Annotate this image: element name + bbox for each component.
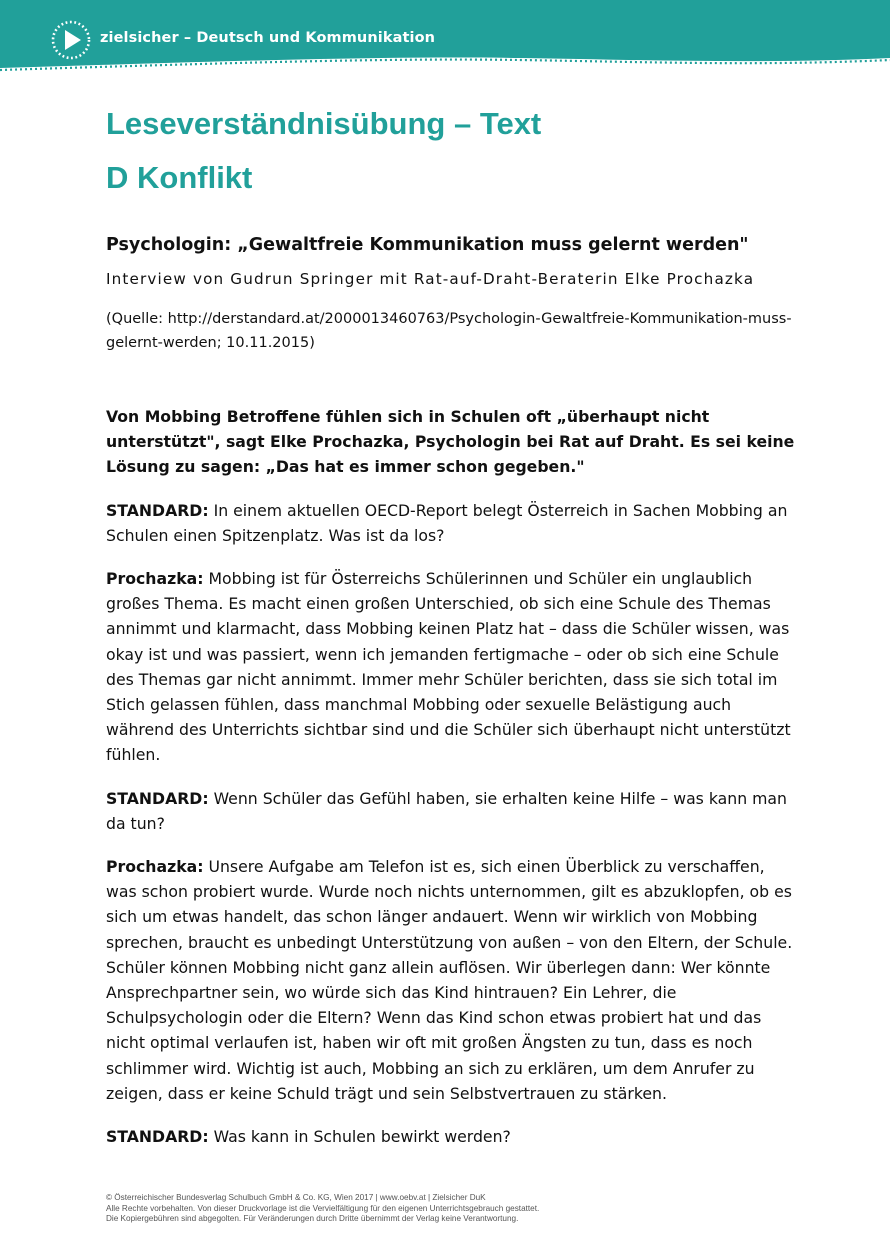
brand-text: zielsicher – Deutsch und Kommunikation xyxy=(100,30,436,46)
page-subtitle: D Konflikt xyxy=(106,160,253,195)
paragraph-text: Unsere Aufgabe am Telefon ist es, sich einen Überblick zu verschaffen, was schon probiert wurde. Wurde noch nichts unternommen, gilt es abzuklopfen, ob es sich um etwas handelt, das schon länger andauert. Wenn wir wirklich von Mobbing sprechen, braucht es unbedingt Unterstützung von außen – von den Eltern, der Schule. Schüler können Mobbing nicht ganz allein auflösen. Wir überlegen dann: Wer könnte Ansprechpartner sein, wo würde sich das Kind hintrauen? Ein Lehrer, die Schulpsychologin oder die Eltern? Wenn das Kind schon etwas probiert hat und das nicht optimal verlaufen ist, haben wir oft mit großen Ängsten zu tun, dass es noch schlimmer wird. Wichtig ist auch, Mobbing an sich zu erklären, um dem Anrufer zu zeigen, dass er keine Schuld trägt und sein Selbstvertrauen zu stärken. xyxy=(106,857,793,1103)
article-lead: Von Mobbing Betroffene fühlen sich in Schulen oft „überhaupt nicht unterstützt", sagt Elke Prochazka, Psychologin bei Rat auf Draht. Es sei keine Lösung zu sagen: „Das hat es immer schon gegeben." xyxy=(106,407,795,477)
footer-line: Die Kopiergebühren sind abgegolten. Für Veränderungen durch Dritte übernimmt der Verlag keine Verantwortung. xyxy=(106,1214,519,1223)
paragraph-text: Mobbing ist für Österreichs Schülerinnen und Schüler ein unglaublich großes Thema. Es macht einen großen Unterschied, ob sich eine Schule des Themas annimmt und klarmacht, dass Mobbing keinen Platz hat – dass die Schüler wissen, was okay ist und was passiert, wenn ich jemanden fertigmache – oder ob sich eine Schule des Themas gar nicht annimmt. Immer mehr Schüler berichten, dass sie sich total im Stich gelassen fühlen, dass manchmal Mobbing oder sexuelle Belästigung auch während des Unterrichts sichtbar sind und die Schüler sich überhaupt nicht unterstützt fühlen. xyxy=(106,569,791,765)
article-headline: Psychologin: „Gewaltfreie Kommunikation muss gelernt werden" xyxy=(106,235,749,255)
interview-paragraph xyxy=(106,498,796,548)
paragraph-text: Wenn Schüler das Gefühl haben, sie erhalten keine Hilfe – was kann man da tun? xyxy=(106,788,787,833)
footer-line: © Österreichischer Bundesverlag Schulbuch GmbH & Co. KG, Wien 2017 | www.oebv.at | Zielsicher DuK xyxy=(106,1193,486,1202)
interview-paragraph xyxy=(106,1124,796,1149)
article xyxy=(106,232,796,1149)
speaker-label: STANDARD: xyxy=(106,500,209,520)
footer-line: Alle Rechte vorbehalten. Von dieser Druckvorlage ist die Vervielfältigung für den eigenen Unterrichtsgebrauch gestattet. xyxy=(106,1203,540,1213)
paragraph-text: Was kann in Schulen bewirkt werden? xyxy=(208,1127,511,1147)
interview-paragraph xyxy=(106,566,796,768)
speaker-label: STANDARD: xyxy=(106,788,209,808)
speaker-label: STANDARD: xyxy=(106,1127,209,1147)
speaker-label: Prochazka: xyxy=(106,857,204,877)
interview-paragraph xyxy=(106,786,796,836)
page-title: Leseverständnisübung – Text xyxy=(106,106,542,141)
interview-paragraph xyxy=(106,854,796,1106)
speaker-label: Prochazka: xyxy=(106,569,204,589)
article-byline: Interview von Gudrun Springer mit Rat-auf-Draht-Beraterin Elke Prochazka xyxy=(106,270,755,288)
article-source: (Quelle: http://derstandard.at/2000013460763/Psychologin-Gewaltfreie-Kommunikation-muss-gelernt-werden; 10.11.2015) xyxy=(106,311,792,351)
copyright-footer xyxy=(106,1193,539,1225)
paragraph-text: In einem aktuellen OECD-Report belegt Österreich in Sachen Mobbing an Schulen einen Spitzenplatz. Was ist da los? xyxy=(106,500,788,545)
play-icon xyxy=(50,19,92,61)
